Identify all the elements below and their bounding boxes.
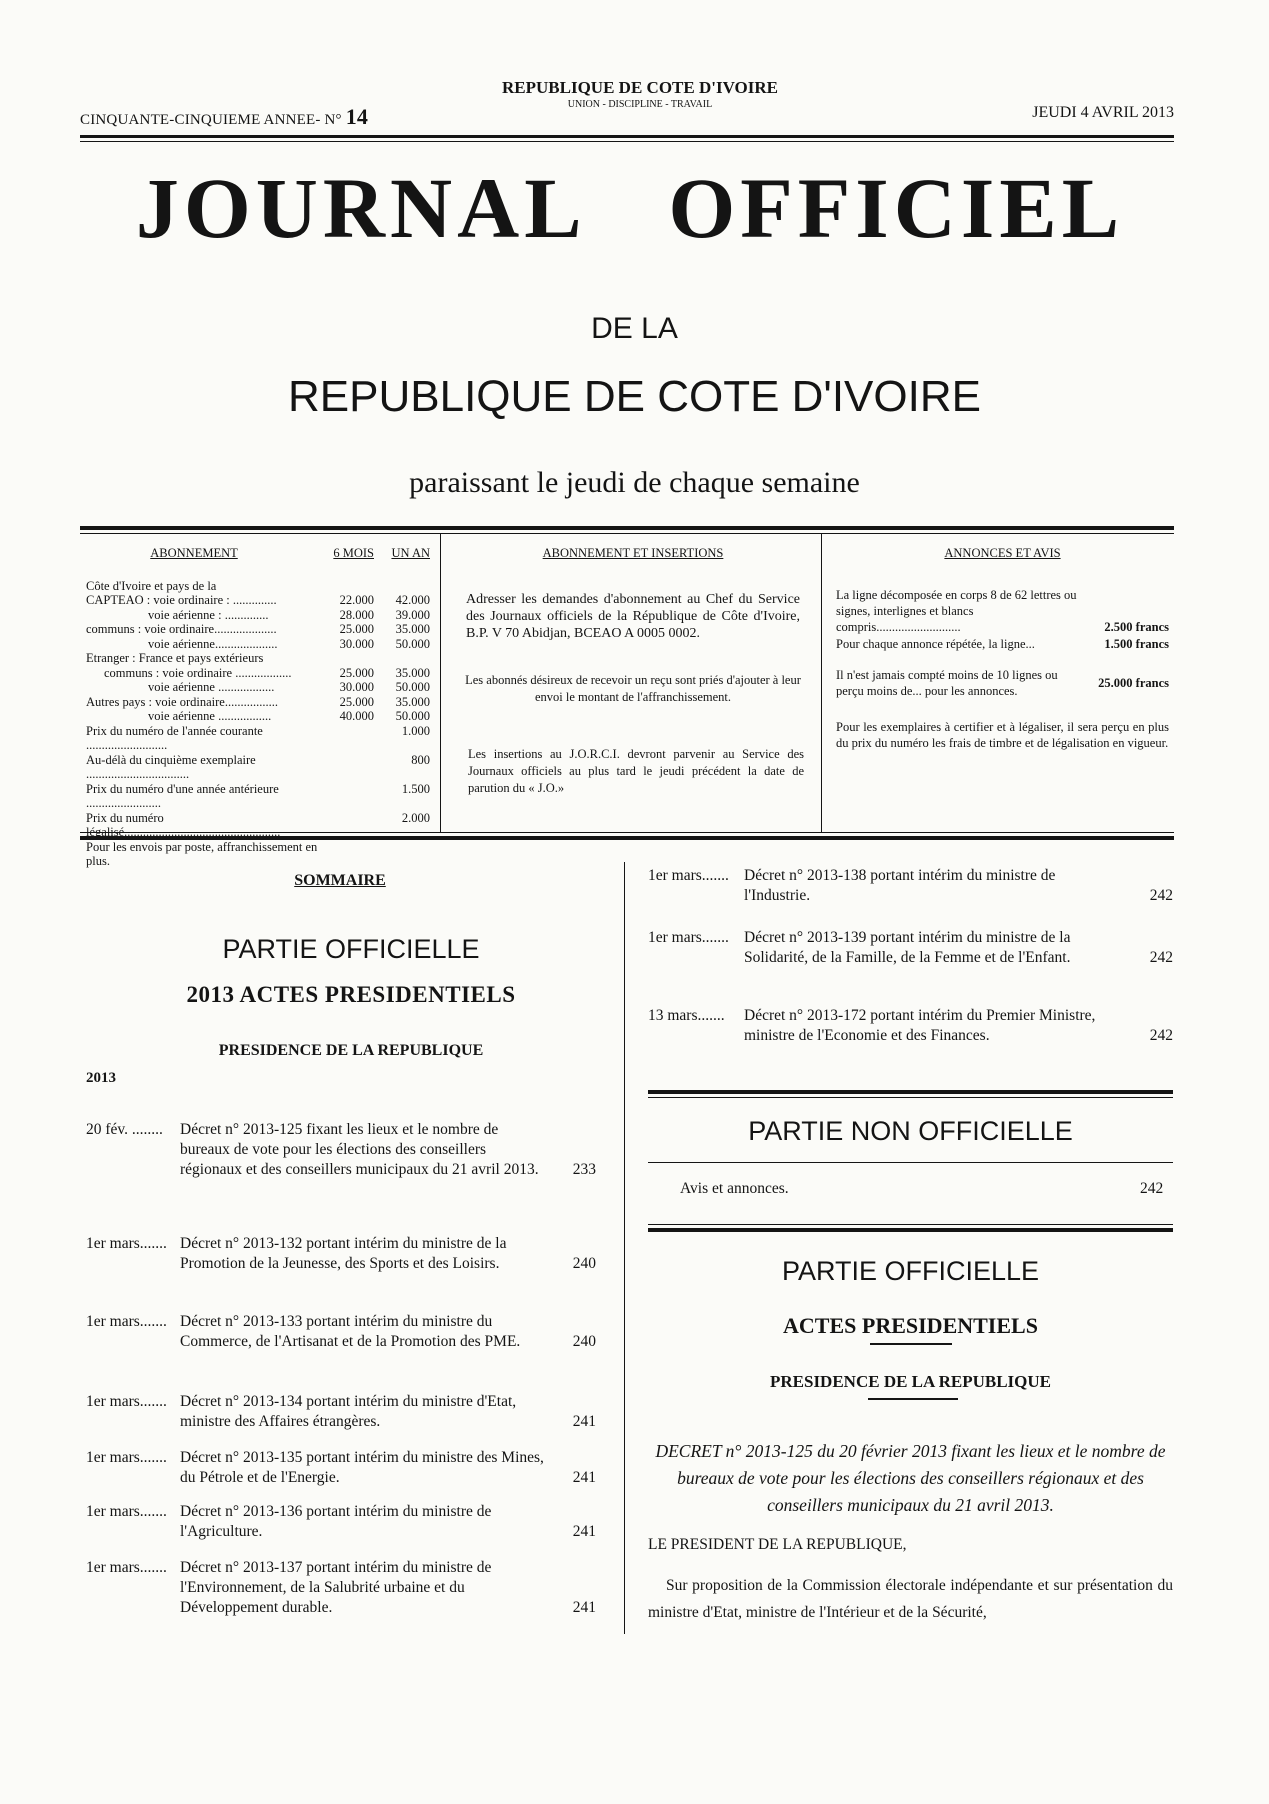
rate-label: CAPTEAO : voie ordinaire : .............. (86, 593, 277, 607)
rate-row (86, 782, 430, 811)
rate-label: Etranger : France et pays extérieurs (86, 651, 264, 665)
rate-row (86, 753, 430, 782)
entry-page: 242 (1149, 1027, 1173, 1044)
sommaire-entry (86, 1234, 596, 1274)
column-divider (624, 862, 625, 1634)
rate-label: Pour les envois par poste, affranchissement en plus. (86, 839, 318, 868)
annonce-line2 (836, 637, 1169, 652)
entry-date: 1er mars....... (86, 1503, 167, 1520)
rate-row (86, 637, 430, 652)
rate-un-an: 35.000 (395, 694, 430, 709)
rate-label: voie aérienne : .............. (148, 607, 269, 622)
annonce-line2-text: Pour chaque annonce répétée, la ligne... (836, 636, 1035, 651)
box-divider-2 (821, 534, 822, 832)
entry-date: 13 mars....... (648, 1007, 725, 1024)
national-motto: UNION - DISCIPLINE - TRAVAIL (567, 99, 713, 110)
body-rule-thin (648, 1224, 1173, 1225)
insertions-address: Adresser les demandes d'abonnement au Chef du Service des Journaux officiels de la République de Côte d'Ivoire, B.P. V 70 Abidjan, BCEAO A 0005 0002. (466, 591, 800, 641)
body-actes-underline (870, 1343, 952, 1345)
entry-page: 241 (572, 1469, 596, 1486)
sommaire-entry (86, 1312, 596, 1352)
entry-text: Décret n° 2013-132 portant intérim du ministre de la Promotion de la Jeunesse, des Sports et des Loisirs. (180, 1235, 507, 1272)
entry-text: Décret n° 2013-138 portant intérim du ministre de l'Industrie. (744, 867, 1056, 904)
insertions-deadline: Les insertions au J.O.R.C.I. devront parvenir au Service des Journaux officiels au plus tard le jeudi précédent la date de parution du « J.O.» (468, 746, 804, 795)
non-officielle-rule-mid (648, 1162, 1173, 1163)
rate-row (86, 840, 430, 869)
sommaire-entry (86, 1120, 596, 1180)
annonce-line1 (836, 587, 1169, 635)
rate-un-an: 800 (411, 752, 430, 767)
entry-date: 1er mars....... (648, 929, 729, 946)
president-heading: LE PRESIDENT DE LA REPUBLIQUE, (648, 1536, 907, 1553)
entry-text: Décret n° 2013-139 portant intérim du ministre de la Solidarité, de la Famille, de la Femme et de l'Enfant. (744, 929, 1071, 966)
body-partie-officielle: PARTIE OFFICIELLE (781, 1256, 1040, 1286)
entry-page: 233 (572, 1161, 596, 1178)
un-an-header: UN AN (391, 546, 430, 560)
entry-page: 241 (572, 1599, 596, 1616)
edition-number: 14 (345, 104, 369, 129)
sommaire-presidence: PRESIDENCE DE LA REPUBLIQUE (218, 1042, 484, 1059)
rate-un-an: 2.000 (401, 810, 430, 825)
sommaire-entry (648, 1006, 1173, 1046)
abonnement-header: ABONNEMENT (150, 546, 238, 560)
country-block (440, 78, 840, 110)
rate-label: Prix du numéro légalisé.................................................. (86, 810, 281, 839)
rate-six-mois: 25.000 (339, 622, 374, 636)
rate-un-an: 35.000 (395, 622, 430, 636)
rate-un-an: 35.000 (395, 665, 430, 680)
rate-six-mois (324, 724, 374, 753)
sommaire-entry (648, 928, 1173, 968)
rate-row (86, 811, 430, 840)
rate-label: voie aérienne ................. (148, 709, 272, 723)
rate-un-an: 42.000 (395, 593, 430, 607)
rate-row (86, 695, 430, 710)
sommaire-heading: SOMMAIRE (294, 872, 386, 889)
rate-row (86, 651, 430, 666)
non-officielle-rule-thin (648, 1097, 1173, 1098)
rate-six-mois (324, 579, 374, 594)
edition-line (80, 104, 368, 130)
annonces-header: ANNONCES ET AVIS (944, 546, 1061, 560)
rate-un-an: 1.000 (401, 723, 430, 738)
rate-row (86, 709, 430, 724)
body-actes: ACTES PRESIDENTIELS (783, 1313, 1038, 1338)
box-divider-1 (440, 534, 441, 832)
rate-row (86, 680, 430, 695)
annonce-line1-price: 2.500 francs (1104, 620, 1169, 634)
annonces-avis (836, 546, 1169, 751)
rate-label: communs : voie ordinaire .................. (104, 665, 292, 680)
rate-label: Au-délà du cinquième exemplaire ................................. (86, 752, 256, 781)
annonce-line3 (836, 667, 1169, 699)
entry-page: 242 (1149, 949, 1173, 966)
rate-label: communs : voie ordinaire.................... (86, 622, 277, 636)
body-presidence: PRESIDENCE DE LA REPUBLIQUE (769, 1372, 1052, 1391)
box-rule-top (80, 526, 1174, 530)
avis-annonces: Avis et annonces. (680, 1180, 789, 1197)
entry-text: Décret n° 2013-135 portant intérim du ministre des Mines, du Pétrole et de l'Energie. (180, 1449, 544, 1486)
rate-un-an: 50.000 (395, 636, 430, 651)
rate-six-mois (324, 811, 374, 840)
rate-un-an (374, 579, 430, 594)
rate-six-mois (324, 840, 374, 869)
entry-date: 1er mars....... (86, 1393, 167, 1410)
entry-date: 1er mars....... (648, 867, 729, 884)
rate-six-mois: 30.000 (339, 680, 374, 694)
rate-six-mois: 40.000 (339, 709, 374, 723)
rate-un-an: 50.000 (395, 680, 430, 694)
annonce-line3-price: 25.000 francs (1098, 675, 1169, 690)
entry-text: Décret n° 2013-125 fixant les lieux et le nombre de bureaux de vote pour les élections des conseillers régionaux et des conseillers municipaux du 21 avril 2013. (180, 1121, 539, 1178)
edition-prefix: CINQUANTE-CINQUIEME ANNEE- N° (80, 112, 342, 128)
non-officielle-rule-top (648, 1090, 1173, 1094)
entry-text: Décret n° 2013-133 portant intérim du ministre du Commerce, de l'Artisanat et de la Promotion des PME. (180, 1313, 521, 1350)
rates-rows (86, 579, 430, 869)
six-mois-header: 6 MOIS (333, 546, 374, 560)
entry-text: Décret n° 2013-136 portant intérim du ministre de l'Agriculture. (180, 1503, 492, 1540)
issue-date: JEUDI 4 AVRIL 2013 (1032, 104, 1174, 121)
rate-un-an: 50.000 (395, 709, 430, 723)
rate-un-an: 1.500 (401, 781, 430, 796)
rate-un-an: 39.000 (395, 607, 430, 622)
entry-page: 241 (572, 1523, 596, 1540)
rate-row (86, 622, 430, 637)
rate-un-an (374, 840, 430, 869)
entry-date: 1er mars....... (86, 1559, 167, 1576)
rate-row (86, 666, 430, 681)
abonnement-insertions (458, 546, 808, 797)
rate-un-an (374, 651, 430, 666)
rate-row (86, 724, 430, 753)
partie-non-officielle: PARTIE NON OFFICIELLE (748, 1116, 1073, 1146)
rate-label: Autres pays : voie ordinaire................. (86, 694, 278, 709)
annonce-line4: Pour les exemplaires à certifier et à légaliser, il sera perçu en plus du prix du numéro les frais de timbre et de légalisation en vigueur. (836, 720, 1169, 750)
entry-date: 1er mars....... (86, 1235, 167, 1252)
rate-six-mois (324, 753, 374, 782)
entry-page: 242 (1149, 887, 1173, 904)
entry-text: Décret n° 2013-134 portant intérim du ministre d'Etat, ministre des Affaires étrangères. (180, 1393, 517, 1430)
sommaire-entry (86, 1392, 596, 1432)
sommaire-entry (648, 866, 1173, 906)
rate-label: Prix du numéro d'une année antérieure ........................ (86, 781, 279, 810)
rate-label: voie aérienne.................... (148, 636, 278, 651)
avis-annonces-page: 242 (1140, 1180, 1164, 1197)
rate-row (86, 593, 430, 608)
sommaire-year: 2013 (86, 1070, 116, 1086)
insertions-receipt: Les abonnés désireux de recevoir un reçu sont priés d'ajouter à leur envoi le montant de l'affranchissement. (465, 672, 801, 704)
entry-page: 241 (572, 1413, 596, 1430)
rate-label: Prix du numéro de l'année courante .......................... (86, 723, 263, 752)
entry-date: 20 fév. ........ (86, 1121, 163, 1138)
rate-six-mois: 25.000 (339, 694, 374, 709)
entry-date: 1er mars....... (86, 1313, 167, 1330)
body-presidence-underline (868, 1398, 958, 1400)
rate-six-mois: 30.000 (339, 636, 374, 651)
rates-header (86, 546, 430, 561)
rate-six-mois: 28.000 (339, 607, 374, 622)
rate-row (86, 608, 430, 623)
decret-title: DECRET n° 2013-125 du 20 février 2013 fixant les lieux et le nombre de bureaux de vote pour les élections des conseillers régionaux et des conseillers municipaux du 21 avril 2013. (655, 1441, 1166, 1515)
rate-label: Côte d'Ivoire et pays de la (86, 578, 217, 593)
sommaire-actes: 2013 ACTES PRESIDENTIELS (186, 982, 516, 1007)
masthead-rule-top (80, 135, 1174, 138)
journal-title: JOURNAL OFFICIEL (135, 160, 1125, 256)
entry-text: Décret n° 2013-137 portant intérim du ministre de l'Environnement, de la Salubrité urbaine et du Développement durable. (180, 1559, 492, 1616)
subtitle-republic: REPUBLIQUE DE COTE D'IVOIRE (288, 372, 981, 421)
insertions-header: ABONNEMENT ET INSERTIONS (542, 546, 724, 560)
subscription-rates (86, 546, 430, 869)
rate-six-mois (324, 651, 374, 666)
entry-text: Décret n° 2013-172 portant intérim du Premier Ministre, ministre de l'Economie et des Finances. (744, 1007, 1096, 1044)
rate-label: voie aérienne .................. (148, 680, 275, 694)
rate-six-mois: 22.000 (339, 593, 374, 607)
box-rule-top-thin (80, 533, 1174, 534)
country-name: REPUBLIQUE DE COTE D'IVOIRE (502, 78, 778, 97)
annonce-line2-price: 1.500 francs (1104, 636, 1169, 651)
rate-row (86, 579, 430, 594)
body-rule-top (648, 1228, 1173, 1232)
decret-proposition: Sur proposition de la Commission électorale indépendante et sur présentation du ministre d'Etat, ministre de l'Intérieur et de la Sécurité, (648, 1577, 1173, 1621)
sommaire-entry (86, 1448, 596, 1488)
entry-page: 240 (572, 1255, 596, 1272)
rate-six-mois (324, 782, 374, 811)
sommaire-partie-officielle: PARTIE OFFICIELLE (222, 934, 480, 964)
masthead-rule-thin (80, 141, 1174, 142)
annonce-line3-text: Il n'est jamais compté moins de 10 lignes ou perçu moins de... pour les annonces. (836, 668, 1058, 698)
entry-date: 1er mars....... (86, 1449, 167, 1466)
sommaire-entry (86, 1502, 596, 1542)
entry-page: 240 (572, 1333, 596, 1350)
annonce-line1-text: La ligne décomposée en corps 8 de 62 lettres ou signes, interlignes et blancs compris........................... (836, 587, 1077, 634)
subtitle-frequency: paraissant le jeudi de chaque semaine (409, 466, 860, 499)
sommaire-entry (86, 1558, 596, 1618)
subtitle-de-la: DE LA (591, 312, 678, 345)
rate-six-mois: 25.000 (339, 665, 374, 680)
